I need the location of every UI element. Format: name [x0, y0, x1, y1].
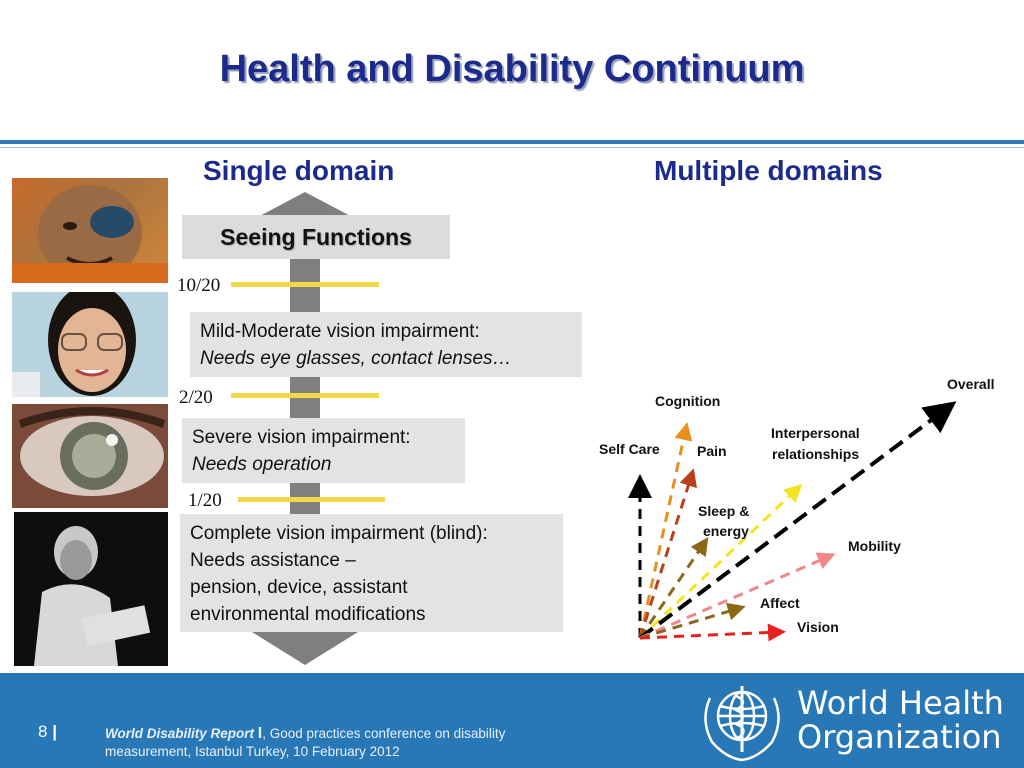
photo-woman-glasses	[12, 292, 168, 397]
self-care-label: Self Care	[599, 441, 660, 457]
photo-cataract-eye	[12, 404, 168, 508]
header-rule-thin	[0, 147, 1024, 148]
domains-diagram	[590, 370, 1020, 660]
mobility-label: Mobility	[848, 538, 901, 554]
affect-label: Affect	[760, 595, 800, 611]
vision-label: Vision	[797, 619, 839, 635]
single-domain-heading: Single domain	[203, 155, 395, 186]
acuity-label: 10/20	[177, 275, 221, 296]
box-detail: pension, device, assistant	[190, 577, 408, 598]
acuity-marker	[231, 393, 379, 398]
box-heading: Severe vision impairment:	[192, 427, 411, 448]
who-line-2: Organization	[797, 718, 1002, 756]
acuity-label: 1/20	[188, 490, 222, 511]
header-rule	[0, 140, 1024, 144]
interpersonal-label: Interpersonal	[771, 425, 860, 441]
slide-title: Health and Disability Continuum	[219, 48, 805, 90]
seeing-functions-label: Seeing Functions	[182, 215, 450, 259]
acuity-marker	[238, 497, 385, 502]
severe-box	[182, 418, 465, 483]
mild-moderate-box	[190, 312, 582, 377]
page-number: 8 |	[38, 722, 57, 741]
box-detail: Needs assistance –	[190, 550, 356, 571]
relationships-label: relationships	[772, 446, 860, 462]
who-wordmark	[797, 686, 1004, 754]
box-heading: Mild-Moderate vision impairment:	[200, 321, 480, 342]
multiple-domains-heading: Multiple domains	[654, 155, 883, 186]
box-detail: Needs eye glasses, contact lenses…	[200, 348, 512, 369]
acuity-marker	[231, 282, 379, 287]
footer-citation: World Disability Report I, Good practices conference on disability measurement, Istanbul Turkey, 10 February 2012	[105, 725, 506, 759]
overall-label: Overall	[947, 376, 995, 392]
acuity-label: 2/20	[179, 387, 213, 408]
cognition-label: Cognition	[655, 393, 721, 409]
box-heading: Complete vision impairment (blind):	[190, 523, 488, 544]
box-detail: environmental modifications	[190, 604, 426, 625]
photo-woman-braille	[14, 512, 168, 666]
pain-label: Pain	[697, 443, 727, 459]
who-emblem-icon	[696, 676, 788, 764]
sleep-label: Sleep &	[698, 503, 750, 519]
photo-elder-eye-test	[12, 178, 168, 283]
box-detail: Needs operation	[192, 454, 332, 475]
who-line-1: World Health	[797, 684, 1004, 722]
complete-box	[180, 514, 563, 632]
energy-label: energy	[703, 523, 749, 539]
